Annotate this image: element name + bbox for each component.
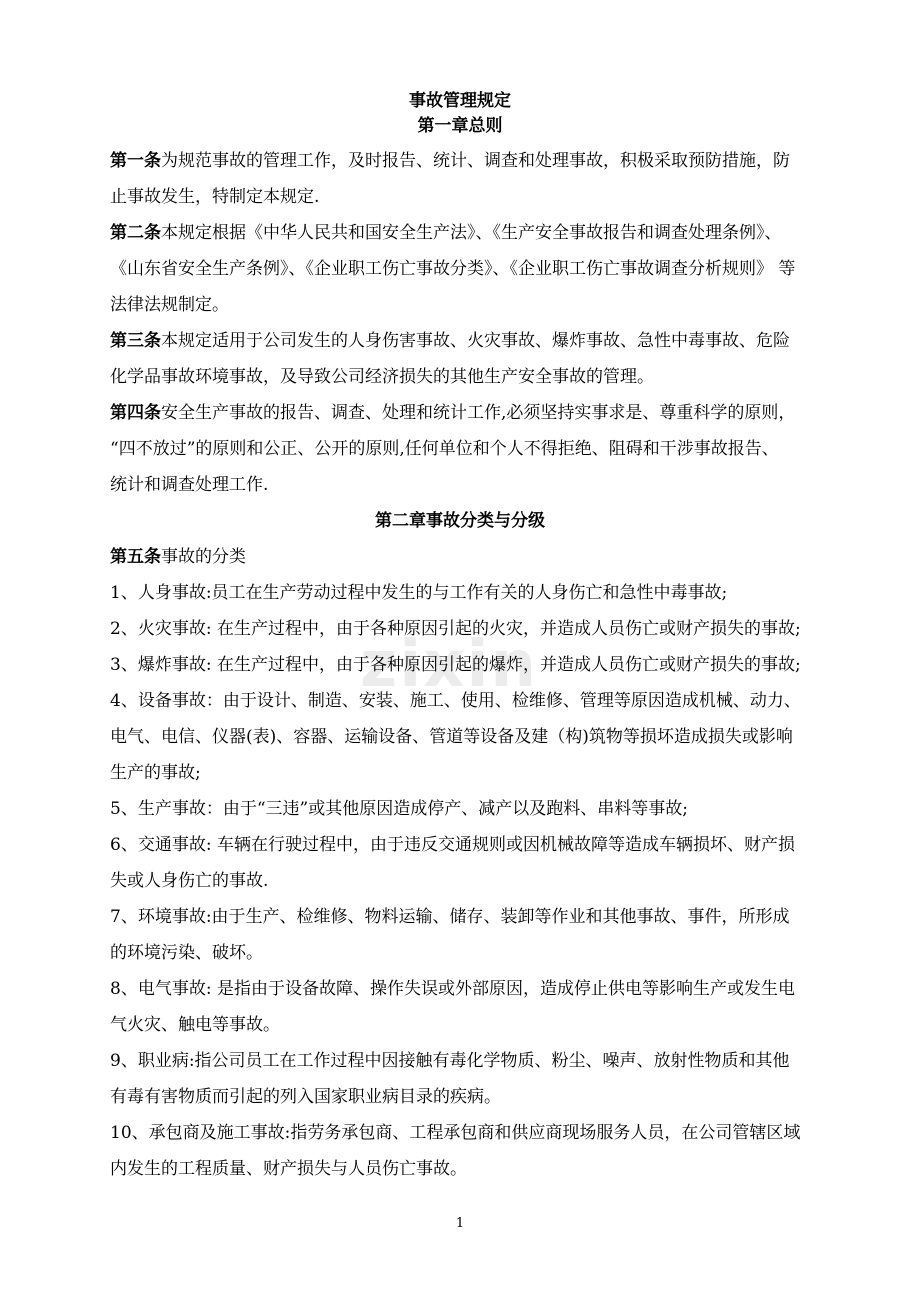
article-1-line-2: 止事故发生，特制定本规定.	[110, 187, 320, 207]
list-item-9-line-1: 9、职业病:指公司员工在工作过程中因接触有毒化学物质、粉尘、噪声、放射性物质和其他	[110, 1051, 790, 1071]
list-item-2: 2、火灾事故: 在生产过程中，由于各种原因引起的火灾，并造成人员伤亡或财产损失的事故;	[110, 619, 801, 639]
list-item-3: 3、爆炸事故: 在生产过程中，由于各种原因引起的爆炸，并造成人员伤亡或财产损失的事故;	[110, 655, 801, 675]
article-3-text: 本规定适用于公司发生的人身伤害事故、火灾事故、爆炸事故、急性中毒事故、危险	[161, 331, 790, 351]
article-4-line-2: “四不放过”的原则和公正、公开的原则,任何单位和个人不得拒绝、阻碍和干涉事故报告、	[110, 439, 779, 459]
article-4-line-3: 统计和调查处理工作.	[110, 475, 269, 495]
article-2-line-3: 法律法规制定。	[110, 295, 229, 315]
article-3	[110, 323, 870, 395]
article-2-text: 本规定根据《中华人民共和国安全生产法》、《生产安全事故报告和调查处理条例》、	[161, 223, 782, 243]
article-2-line-1	[110, 215, 870, 251]
list-item-4-line-3: 生产的事故;	[110, 763, 201, 783]
chapter-1-heading: 第一章总则	[417, 116, 503, 136]
article-5-label: 第五条	[110, 547, 161, 567]
article-4-label: 第四条	[110, 403, 161, 423]
article-3-label: 第三条	[110, 331, 161, 351]
list-item-1: 1、人身事故:员工在生产劳动过程中发生的与工作有关的人身伤亡和急性中毒事故;	[110, 583, 728, 603]
document-title: 事故管理规定	[409, 91, 511, 111]
article-4-line-1	[110, 395, 870, 431]
watermark: zixin	[360, 628, 538, 702]
article-3-line-2: 化学品事故环境事故，及导致公司经济损失的其他生产安全事故的管理。	[110, 367, 654, 387]
article-2-label: 第二条	[110, 223, 161, 243]
article-1-line-1	[110, 143, 870, 179]
chapter-2-heading: 第二章事故分类与分级	[375, 511, 545, 531]
list-item-8-line-1: 8、电气事故: 是指由于设备故障、操作失误或外部原因，造成停止供电等影响生产或发生电	[110, 979, 795, 999]
list-item-6-line-2: 失或人身伤亡的事故.	[110, 871, 269, 891]
list-item-4-line-2: 电气、电信、仪器(表)、容器、运输设备、管道等设备及建（构)筑物等损坏造成损失或影响	[110, 727, 793, 747]
page-number: 1	[455, 1216, 465, 1231]
list-item-7-line-1: 7、环境事故:由于生产、检维修、物料运输、储存、装卸等作业和其他事故、事件，所形成	[110, 907, 790, 927]
list-item-6-line-1: 6、交通事故: 车辆在行驶过程中，由于违反交通规则或因机械故障等造成车辆损坏、财产损	[110, 835, 795, 855]
article-1-label: 第一条	[110, 151, 161, 171]
list-item-10-line-1: 10、承包商及施工事故:指劳务承包商、工程承包商和供应商现场服务人员，在公司管辖区域	[110, 1123, 801, 1143]
article-1	[110, 143, 870, 215]
article-4-text: 安全生产事故的报告、调查、处理和统计工作,必须坚持实事求是、尊重科学的原则，	[161, 403, 796, 423]
article-2-line-2: 《山东省安全生产条例》、《企业职工伤亡事故分类》、《企业职工伤亡事故调查分析规则》 等	[110, 259, 796, 279]
article-5-text: 事故的分类	[161, 547, 246, 567]
article-5	[110, 539, 870, 1187]
list-item-10-line-2: 内发生的工程质量、财产损失与人员伤亡事故。	[110, 1159, 467, 1179]
article-2	[110, 215, 870, 323]
list-item-9-line-2: 有毒有害物质而引起的列入国家职业病目录的疾病。	[110, 1087, 501, 1107]
list-item-4-line-1: 4、设备事故：由于设计、制造、安装、施工、使用、检维修、管理等原因造成机械、动力、	[110, 691, 801, 711]
article-1-text: 为规范事故的管理工作，及时报告、统计、调查和处理事故，积极采取预防措施，防	[161, 151, 790, 171]
article-4	[110, 395, 870, 503]
article-5-line-1	[110, 539, 870, 575]
list-item-8-line-2: 气火灾、触电等事故。	[110, 1015, 280, 1035]
list-item-5: 5、生产事故：由于“三违”或其他原因造成停产、减产以及跑料、串料等事故;	[110, 799, 688, 819]
list-item-7-line-2: 的环境污染、破坏。	[110, 943, 263, 963]
article-3-line-1	[110, 323, 870, 359]
